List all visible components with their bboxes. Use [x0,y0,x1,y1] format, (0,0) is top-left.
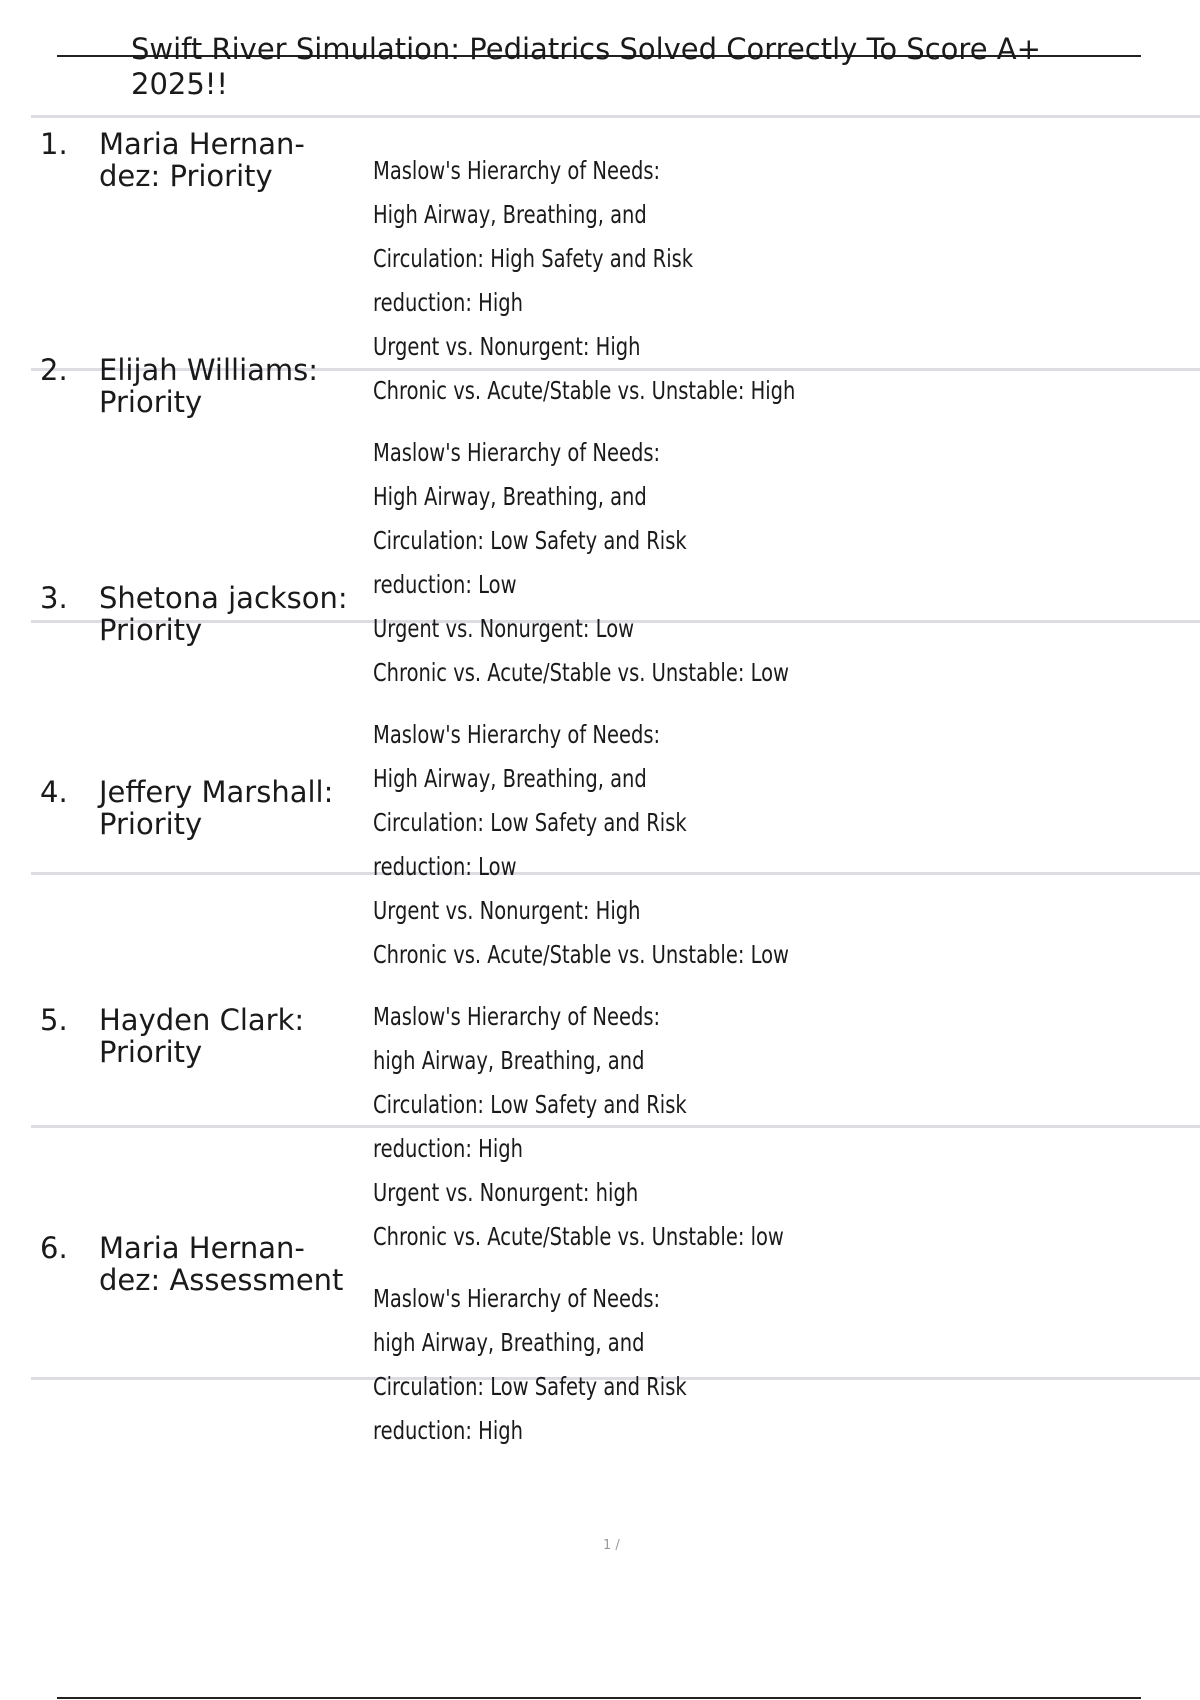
title-line-2: 2025!! [131,67,229,101]
answer-line: high Airway, Breathing, and [373,1328,645,1357]
answer-line: reduction: Low [373,570,517,599]
document-title [131,32,1131,102]
answer-line: high Airway, Breathing, and [373,1046,645,1075]
answer-line: Chronic vs. Acute/Stable vs. Unstable: low [373,1222,784,1251]
answer-line: Circulation: Low Safety and Risk [373,1372,687,1401]
answer-line: reduction: High [373,288,523,317]
answer-line: High Airway, Breathing, and [373,764,647,793]
answer-line: Urgent vs. Nonurgent: High [373,332,641,361]
answer-line: Urgent vs. Nonurgent: high [373,1178,639,1207]
answer-block [373,149,997,413]
answer-line: Urgent vs. Nonurgent: Low [373,614,635,643]
item-label: Maria Hernan- dez: Priority [99,127,305,193]
answer-line: Circulation: Low Safety and Risk [373,526,687,555]
answer-line: Maslow's Hierarchy of Needs: [373,1284,661,1313]
title-line-1: Swift River Simulation: Pediatrics Solved Correctly To Score A+ [131,32,1041,66]
item-number: 5. [40,1003,68,1037]
answer-line: Circulation: Low Safety and Risk [373,1090,687,1119]
answer-line: reduction: High [373,1416,523,1445]
answers-column [373,149,997,1453]
answer-block [373,1277,997,1453]
answer-block [373,431,997,695]
item-label: Elijah Williams: Priority [99,353,319,419]
answer-line: Chronic vs. Acute/Stable vs. Unstable: Low [373,658,789,687]
answer-line: Maslow's Hierarchy of Needs: [373,438,661,467]
item-label: Maria Hernan- dez: Assessment [99,1231,344,1297]
answer-line: reduction: High [373,1134,523,1163]
answer-line: Maslow's Hierarchy of Needs: [373,1002,661,1031]
answer-line: Maslow's Hierarchy of Needs: [373,156,661,185]
item-number: 1. [40,127,68,161]
footer-line [57,1697,1141,1699]
item-number: 3. [40,581,68,615]
item-number: 6. [40,1231,68,1265]
answer-block [373,995,997,1259]
answer-line: High Airway, Breathing, and [373,200,647,229]
answer-block [373,713,997,977]
answer-line: Circulation: High Safety and Risk [373,244,694,273]
answer-line: High Airway, Breathing, and [373,482,647,511]
page-number: 1 / [603,1538,620,1553]
item-label: Jeffery Marshall: Priority [99,775,334,841]
answer-line: reduction: Low [373,852,517,881]
answer-line: Urgent vs. Nonurgent: High [373,896,641,925]
item-label: Hayden Clark: Priority [99,1003,305,1069]
answer-line: Circulation: Low Safety and Risk [373,808,687,837]
item-number: 2. [40,353,68,387]
item-number: 4. [40,775,68,809]
item-label: Shetona jackson: Priority [99,581,348,647]
row-divider [31,115,1200,118]
answer-line: Chronic vs. Acute/Stable vs. Unstable: High [373,376,796,405]
answer-line: Chronic vs. Acute/Stable vs. Unstable: Low [373,940,789,969]
answer-line: Maslow's Hierarchy of Needs: [373,720,661,749]
